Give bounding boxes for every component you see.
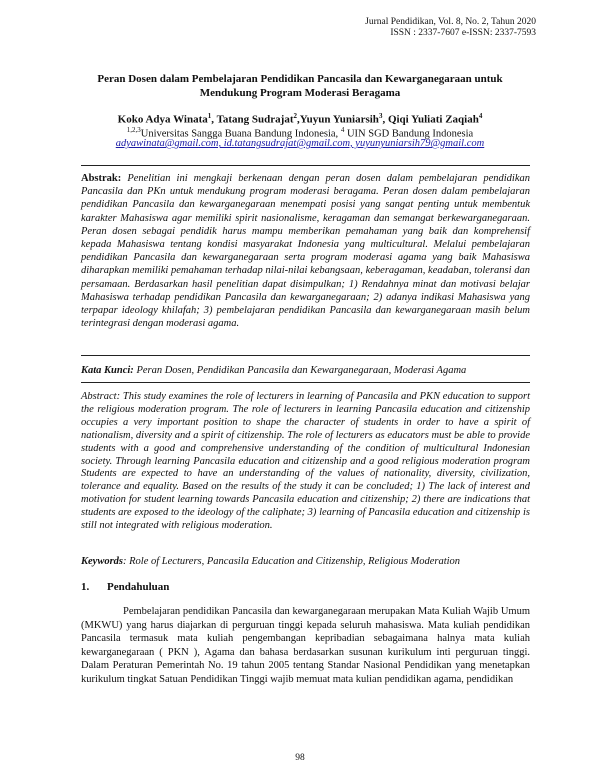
abstract-english: Abstract: This study examines the role of lecturers in learning of Pancasila and PKN education to support the religious moderation program. The role of lecturers in learning Pancasila education and citizenship occupies a very important position to shape the character of students in order to have a spirit of nationalism, diversity and a spirit of citizenship. The role of lecturers as educators must be able to provide students with a good and comprehensive understanding of the condition of multicultural Indonesian society. Through learning Pancasila education and citizenship and a good religious moderation program Students are expected to have an understanding of the values of nationality, diversity, civilization, tolerance and equality. Based on the results of the study it can be concluded; 1) The lack of interest and motivation for student learning towards Pancasila education and citizenship; 2) there are indications that students are exposed to the ideology of the caliphate; 3) learning of Pancasila education and citizenship is still not integrated with religious moderation. (81, 391, 530, 532)
author-affiliation-mark: 2 (293, 112, 297, 120)
section-title: Pendahuluan (107, 581, 170, 593)
paper-title-line-1: Peran Dosen dalam Pembelajaran Pendidikan Pancasila dan Kewarganegaraan untuk (97, 73, 503, 85)
page-number: 98 (295, 753, 305, 763)
author-name: Qiqi Yuliati Zaqiah (387, 113, 479, 126)
author-emails-link[interactable]: adyawinata@gmail.com, id.tatangsudrajat@gmail.com, yuyunyuniarsih79@gmail.com (115, 138, 485, 149)
affiliation-mark: 4 (340, 126, 345, 134)
author-separator: , (382, 113, 388, 126)
author-affiliation-mark: 3 (378, 112, 383, 120)
author-name: Tatang Sudrajat (216, 113, 294, 126)
section-number: 1. (81, 581, 90, 593)
kata-kunci (81, 364, 530, 377)
author-affiliation-mark: 1 (207, 112, 212, 120)
abstract-text: Penelitian ini mengkaji berkenaan dengan peran dosen dalam pembelajaran pendidikan Pancasila dan PKn untuk mendukung program moderasi beragama. Peran dosen dalam pembelajaran pendidikan Pancasila dan kewarganegaraan menempati posisi yang sangat penting untuk membentuk karakter Mahasiswa agar memiliki spirit nasionalisme, keragaman dan semangat berkewarganegaraan. Peran dosen sebagai pendidik harus mampu memberikan pemahaman yang baik dan komprehensif kepada Mahasiswa tentang kondisi masyarakat Indonesia yang multicultural. Melalui pembelajaran pendidikan Pancasila dan kewarganegaraan serta program moderasi agama yang baik Mahasiswa diharapkan memiliki pemahaman terhadap nilai-nilai kebangsaan, keberagaman, keadaban, toleransi dan persamaan. Berdasarkan hasil penelitian dapat disimpulkan; 1) Rendahnya minat dan motivasi belajar Mahasiswa terhadap pendidikan Pancasila dan kewarganegaraan; 2) adanya indikasi Mahasiswa yang terpapar ideology khilafah; 3) pembelajaran pendidikan Pancasila dan kewarganegaraan masih belum terintegrasi dengan moderasi agama. (81, 173, 530, 330)
author-affiliation-mark: 4 (478, 112, 483, 120)
paper-title (60, 72, 540, 100)
affiliation-text: Universitas Sangga Buana Bandung Indonesia, (140, 128, 341, 140)
author-separator: , (211, 113, 217, 126)
affiliation-text: UIN SGD Bandung Indonesia (344, 128, 474, 140)
journal-citation: Jurnal Pendidikan, Vol. 8, No. 2, Tahun 2020 (365, 17, 536, 27)
affiliation-mark: 1,2,3 (126, 126, 141, 134)
keywords-label: Keywords (81, 556, 123, 567)
abstract-bottom-rule (81, 355, 530, 356)
journal-header (365, 17, 536, 39)
keywords-rule (81, 382, 530, 383)
author-separator: , (296, 113, 300, 126)
keywords (81, 555, 530, 568)
abstract-indonesian (81, 172, 530, 330)
keywords-text: : Role of Lecturers, Pancasila Education and Citizenship, Religious Moderation (123, 556, 461, 567)
abstract-top-rule (81, 165, 530, 166)
section-heading (81, 581, 169, 593)
author-name: Koko Adya Winata (117, 113, 208, 126)
kata-kunci-label: Kata Kunci: (81, 365, 134, 376)
paper-title-line-2: Mendukung Program Moderasi Beragama (199, 87, 401, 99)
body-paragraph: Pembelajaran pendidikan Pancasila dan kewarganegaraan merupakan Mata Kuliah Wajib Umum (MKWU) yang harus diajarkan di perguruan tinggi kepada seluruh mahasiswa. Mata kuliah pendidikan Pancasila termasuk mata kuliah pengembangan kepribadian sebagaimana halnya mata kuliah kewarganegaraan ( PKN ), Agama dan bahasa berdasarkan susunan kurikulum inti perguruan tinggi. Dalam Peraturan Pemerintah No. 19 tahun 2005 tentang Standar Nasional Pendidikan yang menetapkan kurikulum tingkat Satuan Pendidikan Tinggi wajib memuat mata kulian pendidikan agama, pendidikan (81, 606, 530, 685)
abstract-label: Abstrak: (81, 173, 122, 184)
journal-issn: ISSN : 2337-7607 e-ISSN: 2337-7593 (390, 28, 536, 38)
kata-kunci-text: Peran Dosen, Pendidikan Pancasila dan Kewarganegaraan, Moderasi Agama (133, 365, 467, 376)
author-name: Yuyun Yuniarsih (299, 113, 379, 126)
